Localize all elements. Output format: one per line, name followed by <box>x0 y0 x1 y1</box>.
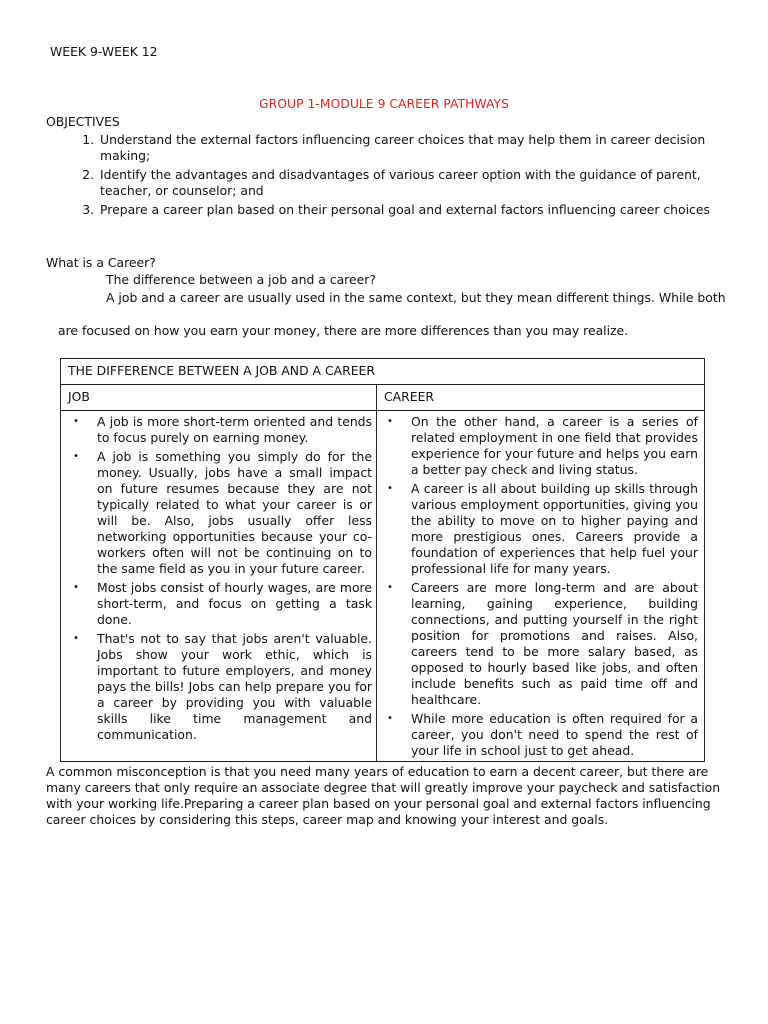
page-title: GROUP 1-MODULE 9 CAREER PATHWAYS <box>259 96 509 111</box>
career-question: What is a Career? <box>46 255 156 270</box>
week-label: WEEK 9-WEEK 12 <box>50 44 158 59</box>
objective-item: 1. Understand the external factors influencing career choices that may help them in career decision making; <box>98 132 718 164</box>
job-bullet: • A job is something you simply do for the money. Usually, jobs have a small impact on future resumes because they are not typically related to what your career is or will be. Also, jobs usually offer less networking opportunities because your co-workers often will not be continuing on to the same field as you in your future career. <box>73 449 372 577</box>
comparison-table <box>60 358 705 762</box>
table-title: THE DIFFERENCE BETWEEN A JOB AND A CAREER <box>61 359 704 385</box>
intro-paragraph: A job and a career are usually used in the same context, but they mean different things. While both <box>106 290 726 305</box>
job-bullet: • A job is more short-term oriented and tends to focus purely on earning money. <box>73 414 372 446</box>
career-bullet: • While more education is often required for a career, you don't need to spend the rest of your life in school just to get ahead. <box>387 711 698 759</box>
job-career-subquestion: The difference between a job and a career? <box>106 272 376 287</box>
career-bullet: • Careers are more long-term and are about learning, gaining experience, building connections, and putting yourself in the right position for promotions and raises. Also, careers tend to be more salary based, as opposed to hourly based like jobs, and often include benefits such as paid time off and healthcare. <box>387 580 698 708</box>
career-column <box>377 411 704 761</box>
job-bullet: • That's not to say that jobs aren't valuable. Jobs show your work ethic, which is important to future employers, and money pays the bills! Jobs can help prepare you for a career by providing you with valuable skills like time management and communication. <box>73 631 372 743</box>
job-column-header: JOB <box>61 385 377 411</box>
job-bullet: • Most jobs consist of hourly wages, are more short-term, and focus on getting a task done. <box>73 580 372 628</box>
objectives-heading: OBJECTIVES <box>46 114 120 129</box>
objectives-list <box>64 132 718 221</box>
career-bullet: • On the other hand, a career is a series of related employment in one field that provides experience for your future and helps you earn a better pay check and living status. <box>387 414 698 478</box>
conclusion-paragraph: A common misconception is that you need many years of education to earn a decent career, but there are many careers that only require an associate degree that will greatly improve your paycheck and satisfaction with your working life.Preparing a career plan based on your personal goal and external factors influencing career choices by considering this steps, career map and knowing your interest and goals. <box>46 764 721 827</box>
job-column <box>61 411 377 761</box>
career-bullet: • A career is all about building up skills through various employment opportunities, giving you the ability to move on to higher paying and more prestigious ones. Careers provide a foundation of experiences that help fuel your professional life for many years. <box>387 481 698 577</box>
objective-item: 2. Identify the advantages and disadvantages of various career option with the guidance of parent, teacher, or counselor; and <box>98 167 718 199</box>
career-column-header: CAREER <box>377 385 704 411</box>
objective-item: 3. Prepare a career plan based on their personal goal and external factors influencing career choices <box>98 202 718 218</box>
intro-paragraph-continued: are focused on how you earn your money, there are more differences than you may realize. <box>58 323 629 338</box>
